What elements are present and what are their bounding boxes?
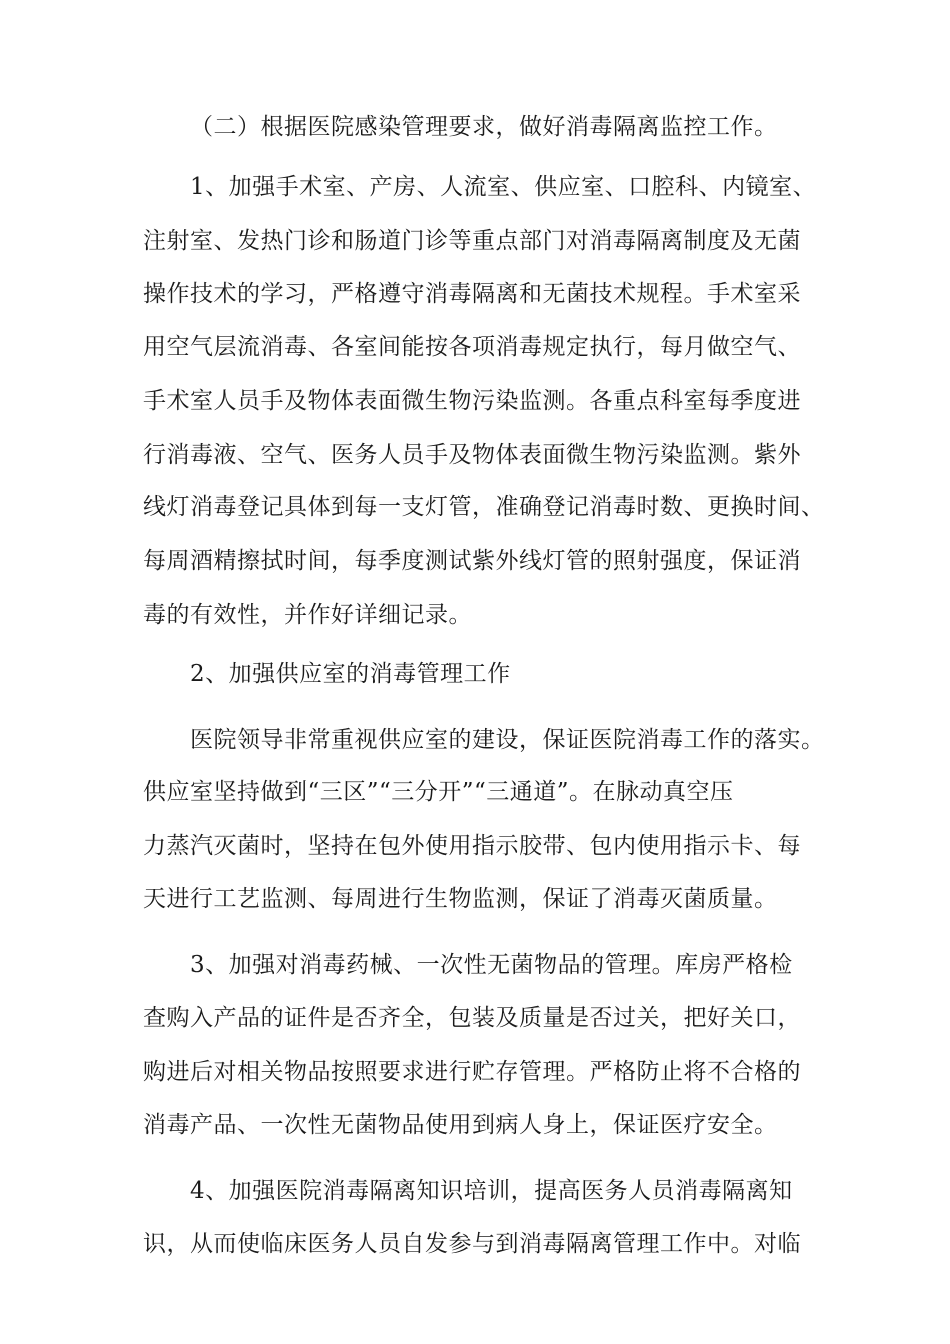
paragraph-1-line-1: 1、加强手术室、产房、人流室、供应室、口腔科、内镜室、 xyxy=(190,174,817,200)
paragraph-4-line-2: 识，从而使临床医务人员自发参与到消毒隔离管理工作中。对临 xyxy=(143,1231,801,1257)
paragraph-1-line-3: 操作技术的学习，严格遵守消毒隔离和无菌技术规程。手术室采 xyxy=(143,281,801,307)
paragraph-1-line-5: 手术室人员手及物体表面微生物污染监测。各重点科室每季度进 xyxy=(143,388,801,414)
paragraph-1-line-4: 用空气层流消毒、各室间能按各项消毒规定执行，每月做空气、 xyxy=(143,334,801,360)
paragraph-2-line-4: 天进行工艺监测、每周进行生物监测，保证了消毒灭菌质量。 xyxy=(143,886,778,912)
paragraph-2-line-1: 医院领导非常重视供应室的建设，保证医院消毒工作的落实。 xyxy=(190,727,825,753)
paragraph-3-line-4: 消毒产品、一次性无菌物品使用到病人身上，保证医疗安全。 xyxy=(143,1112,778,1138)
paragraph-1-line-2: 注射室、发热门诊和肠道门诊等重点部门对消毒隔离制度及无菌 xyxy=(143,228,801,254)
paragraph-1-line-9: 毒的有效性，并作好详细记录。 xyxy=(143,602,472,628)
paragraph-4-line-1: 4、加强医院消毒隔离知识培训，提高医务人员消毒隔离知 xyxy=(190,1178,793,1204)
subheading-2: 2、加强供应室的消毒管理工作 xyxy=(190,661,511,687)
paragraph-1-line-8: 每周酒精擦拭时间，每季度测试紫外线灯管的照射强度，保证消 xyxy=(143,548,801,574)
section-heading: （二）根据医院感染管理要求，做好消毒隔离监控工作。 xyxy=(190,114,778,140)
paragraph-2-line-3: 力蒸汽灭菌时，坚持在包外使用指示胶带、包内使用指示卡、每 xyxy=(143,833,801,859)
paragraph-3-line-3: 购进后对相关物品按照要求进行贮存管理。严格防止将不合格的 xyxy=(143,1059,801,1085)
paragraph-2-line-2: 供应室坚持做到“三区”“三分开”“三通道”。在脉动真空压 xyxy=(143,779,734,805)
paragraph-1-line-6: 行消毒液、空气、医务人员手及物体表面微生物污染监测。紫外 xyxy=(143,442,801,468)
paragraph-3-line-1: 3、加强对消毒药械、一次性无菌物品的管理。库房严格检 xyxy=(190,952,793,978)
paragraph-1-line-7: 线灯消毒登记具体到每一支灯管，准确登记消毒时数、更换时间、 xyxy=(143,494,825,520)
paragraph-3-line-2: 查购入产品的证件是否齐全，包装及质量是否过关，把好关口， xyxy=(143,1005,801,1031)
